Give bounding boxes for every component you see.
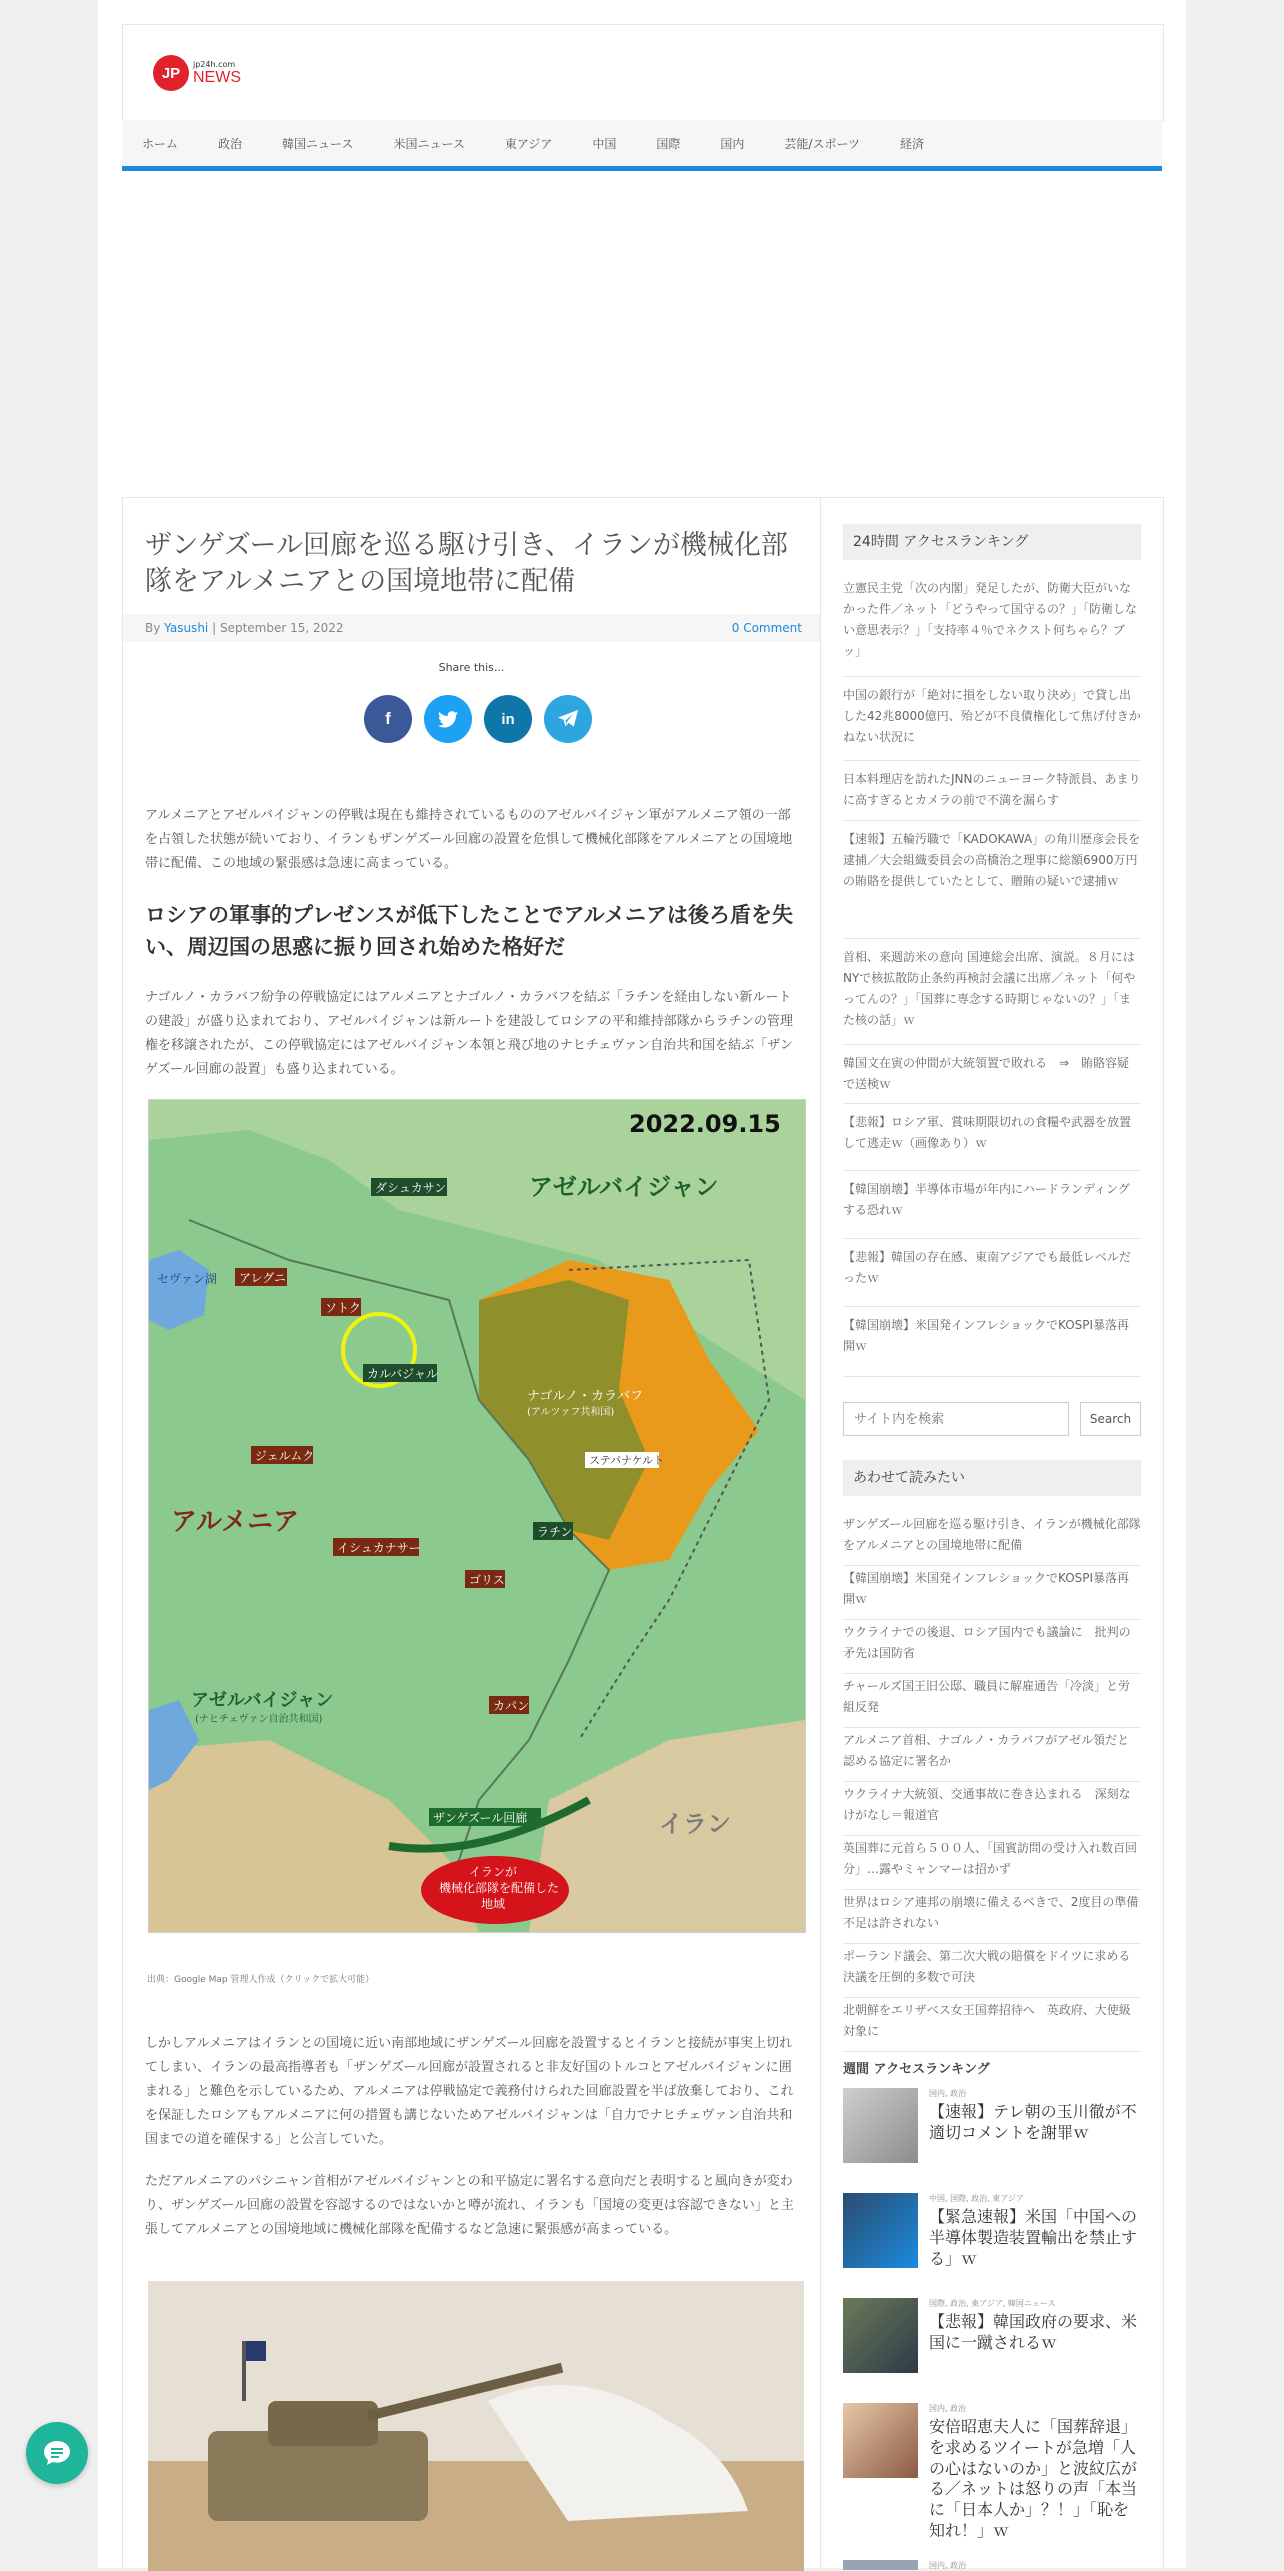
map-label-ishkhanasar: イシュカナサー bbox=[337, 1541, 421, 1555]
map-label-dashkesan: ダシュカサン bbox=[375, 1181, 447, 1195]
map-label-stepanakert: ステパナケルト bbox=[589, 1454, 665, 1467]
related-link[interactable]: ザンゲズール回廊を巡る駆け引き、イランが機械化部隊をアルメニアとの国境地帯に配備 bbox=[843, 1517, 1141, 1552]
ranking-title: 24時間 アクセスランキング bbox=[843, 524, 1141, 560]
nav-east-asia[interactable]: 東アジア bbox=[504, 136, 553, 151]
by-label: By bbox=[145, 621, 161, 635]
related-title: あわせて読みたい bbox=[843, 1460, 1141, 1496]
map-note-1: イランが bbox=[469, 1865, 518, 1879]
article-title: ザンゲズール回廊を巡る駆け引き、イランが機械化部隊をアルメニアとの国境地帯に配備 bbox=[145, 530, 788, 598]
map-label-nakhchivan: アゼルバイジャン bbox=[191, 1690, 334, 1711]
weekly-category: 国内, 政治 bbox=[929, 2561, 967, 2570]
ranking-link[interactable]: 【悲報】ロシア軍、賞味期限切れの食糧や武器を放置して逃走ｗ（画像あり）ｗ bbox=[843, 1115, 1132, 1150]
section-heading: ロシアの軍事的プレゼンスが低下したことでアルメニアは後ろ盾を失い、周辺国の思惑に振り回され始めた格好だ bbox=[145, 903, 794, 959]
nav-china[interactable]: 中国 bbox=[592, 136, 617, 151]
article-meta bbox=[123, 614, 820, 642]
map-label-kalbajar: カルバジャル bbox=[367, 1367, 438, 1381]
ranking-link[interactable]: 首相、来週訪米の意向 国連総会出席、演説。８月にはNYで核拡散防止条約再検討会議に出席／ネット「何やってんの？」「国葬に専念する時期じゃないの？」「また核の話」ｗ bbox=[843, 950, 1136, 1027]
nav-korea-news[interactable]: 韓国ニュース bbox=[282, 136, 354, 151]
related-link[interactable]: 【韓国崩壊】米国発インフレショックでKOSPI暴落再開ｗ bbox=[843, 1571, 1130, 1606]
search-button[interactable]: Search bbox=[1080, 1402, 1141, 1436]
related-link[interactable]: アルメニア首相、ナゴルノ・カラバフがアゼル領だと認める協定に署名か bbox=[843, 1733, 1130, 1768]
map-label-armenia: アルメニア bbox=[171, 1507, 300, 1537]
map-label-nk: ナゴルノ・カラバフ bbox=[527, 1389, 643, 1404]
map-label-aregni: アレグニ bbox=[239, 1271, 287, 1285]
map-label-goris: ゴリス bbox=[469, 1573, 505, 1587]
nav-international[interactable]: 国際 bbox=[656, 136, 681, 151]
facebook-icon[interactable]: f bbox=[364, 695, 412, 743]
logo-mark: JP bbox=[153, 55, 189, 91]
ranking-link[interactable]: 日本料理店を訪れたJNNのニューヨーク特派員、あまりに高すぎるとカメラの前で不満を漏らす bbox=[843, 772, 1141, 807]
comment-count-link[interactable]: 0 Comment bbox=[731, 621, 802, 635]
search-input[interactable] bbox=[843, 1402, 1069, 1436]
telegram-icon[interactable] bbox=[544, 695, 592, 743]
weekly-category: 国内, 政治 bbox=[929, 2089, 967, 2098]
map-label-iran: イラン bbox=[659, 1810, 731, 1838]
map-label-azerbaijan: アゼルバイジャン bbox=[529, 1173, 719, 1201]
paragraph-2: ナゴルノ・カラバフ紛争の停戦協定にはアルメニアとナゴルノ・カラバフを結ぶ「ラチンを経由しない新ルートの建設」が盛り込まれており、アゼルバイジャンは新ルートを建設してロシアの平和維持部隊からラチンの管理権を移譲されたが、この停戦協定にはアゼルバイジャン本領と飛び地のナヒチェヴァン自治共和国を結ぶ「ザンゲズール回廊の設置」も盛り込まれている。 bbox=[145, 990, 794, 1078]
main-nav bbox=[122, 120, 1162, 171]
map-label-sevan: セヴァン湖 bbox=[157, 1272, 217, 1286]
ranking-link[interactable]: 立憲民主党「次の内閣」発足したが、防衛大臣がいなかった件／ネット「どうやって国守るの？」「防衛しない意思表示？」「支持率４％でネクスト何ちゃら？ブッ」 bbox=[843, 581, 1138, 658]
share-buttons bbox=[364, 695, 592, 743]
post-date: | September 15, 2022 bbox=[212, 621, 344, 635]
map-label-kapan: カパン bbox=[493, 1699, 530, 1713]
weekly-thumbnail[interactable] bbox=[843, 2298, 918, 2373]
map-image[interactable] bbox=[148, 1099, 806, 1933]
site-header bbox=[122, 24, 1164, 121]
map-label-lachin: ラチン bbox=[537, 1525, 573, 1539]
page bbox=[98, 0, 1186, 2568]
logo-domain: jp24h.com bbox=[193, 59, 236, 69]
map-label-nakhchivan-sub: (ナヒチェヴァン自治共和国) bbox=[195, 1714, 323, 1725]
ranking-link[interactable]: 【速報】五輪汚職で「KADOKAWA」の角川歴彦会長を逮捕／大会組織委員会の高橋治之理事に総額6900万円の賄賂を提供していたとして、贈賄の疑いで逮捕ｗ bbox=[843, 832, 1141, 888]
related-link[interactable]: チャールズ国王旧公邸、職員に解雇通告「冷淡」と労組反発 bbox=[843, 1679, 1131, 1714]
map-label-jermuk: ジェルムク bbox=[255, 1449, 315, 1463]
nav-economy[interactable]: 経済 bbox=[900, 136, 925, 151]
ranking-link[interactable]: 【韓国崩壊】半導体市場が年内にハードランディングする恐れｗ bbox=[843, 1182, 1130, 1217]
map-label-corridor: ザンゲズール回廊 bbox=[433, 1811, 528, 1825]
article bbox=[123, 498, 821, 2569]
weekly-title-link[interactable]: 【速報】テレ朝の玉川徹が不適切コメントを謝罪ｗ bbox=[929, 2102, 1137, 2142]
share-label: Share this... bbox=[438, 661, 505, 674]
content-area bbox=[122, 497, 1164, 2569]
paragraph-3: しかしアルメニアはイランとの国境に近い南部地域にザンゲズール回廊を設置するとイランと接続が事実上切れてしまい、イランの最高指導者も「ザンゲズール回廊が設置されると非友好国のトルコとアゼルバイジャンに囲まれる」と難色を示しているため、アルメニアは停戦協定で義務付けられた回廊設置を半ば放棄しており、これを保証したロシアもアルメニアに何の措置も講じないためアゼルバイジャンは「自力でナヒチェヴァン自治共和国までの道を確保する」と公言していた。 bbox=[145, 2036, 794, 2148]
nav-us-news[interactable]: 米国ニュース bbox=[393, 136, 465, 151]
ranking-link[interactable]: 【韓国崩壊】米国発インフレショックでKOSPI暴落再開ｗ bbox=[843, 1318, 1130, 1353]
chat-icon[interactable] bbox=[26, 2422, 88, 2484]
tank-photo[interactable] bbox=[148, 2281, 804, 2571]
weekly-thumbnail[interactable] bbox=[843, 2193, 918, 2268]
nav-politics[interactable]: 政治 bbox=[218, 136, 243, 151]
related-link[interactable]: ウクライナ大統領、交通事故に巻き込まれる 深刻なけがなし＝報道官 bbox=[843, 1787, 1131, 1822]
related-link[interactable]: 世界はロシア連邦の崩壊に備えるべきで、2度目の準備不足は許されない bbox=[843, 1895, 1139, 1930]
ranking-link[interactable]: 韓国文在寅の仲間が大統領置で敗れる ⇒ 賄賂容疑で送検ｗ bbox=[843, 1056, 1130, 1091]
related-link[interactable]: 英国葬に元首ら５００人、「国賓訪問の受け入れ数百回分」…露やミャンマーは招かず bbox=[843, 1841, 1138, 1876]
paragraph-4: ただアルメニアのパシニャン首相がアゼルバイジャンとの和平協定に署名する意向だと表明すると風向きが変わり、ザンゲズール回廊の設置を容認するのではないかと噂が流れ、イランも「国境の変更は容認できない」と主張してアルメニアとの国境地域に機械化部隊を配備するなど急速に緊張感が高まっている。 bbox=[145, 2174, 794, 2238]
related-link[interactable]: ウクライナでの後退、ロシア国内でも議論に 批判の矛先は国防省 bbox=[843, 1625, 1131, 1660]
paragraph-1: アルメニアとアゼルバイジャンの停戦は現在も維持されているもののアゼルバイジャン軍がアルメニア領の一部を占領した状態が続いており、イランもザンゲズール回廊の設置を危惧して機械化部隊をアルメニアとの国境地帯に配備、この地域の緊張感は急速に高まっている。 bbox=[145, 808, 793, 872]
weekly-category: 国際, 政治, 東アジア, 韓国ニュース bbox=[929, 2299, 1056, 2308]
related-link[interactable]: ポーランド議会、第二次大戦の賠償をドイツに求める決議を圧倒的多数で可決 bbox=[843, 1949, 1131, 1984]
related-link[interactable]: 北朝鮮をエリザベス女王国葬招待へ 英政府、大使級対象に bbox=[843, 2003, 1131, 2038]
site-logo[interactable] bbox=[153, 53, 241, 93]
map-caption: 出典：Google Map 管理人作成（クリックで拡大可能） bbox=[147, 1975, 375, 1985]
nav-home[interactable]: ホーム bbox=[142, 136, 179, 151]
map-label-sotk: ソトク bbox=[325, 1301, 361, 1315]
map-date: 2022.09.15 bbox=[629, 1110, 781, 1138]
map-label-nk-sub: (アルツァフ共和国) bbox=[527, 1407, 615, 1418]
weekly-ranking-title: 週間 アクセスランキング bbox=[843, 2062, 990, 2077]
weekly-thumbnail[interactable] bbox=[843, 2088, 918, 2163]
weekly-title-link[interactable]: 【悲報】韓国政府の要求、米国に一蹴されるｗ bbox=[929, 2312, 1138, 2352]
logo-name: NEWS bbox=[193, 68, 241, 86]
weekly-thumbnail[interactable] bbox=[843, 2403, 918, 2478]
ranking-link[interactable]: 中国の銀行が「絶対に損をしない取り決め」で貸し出した42兆8000億円、殆どが不良債権化して焦げ付きかねない状況に bbox=[843, 688, 1141, 744]
twitter-icon[interactable] bbox=[424, 695, 472, 743]
weekly-category: 国内, 政治 bbox=[929, 2404, 967, 2413]
ranking-link[interactable]: 【悲報】韓国の存在感、東南アジアでも最低レベルだったｗ bbox=[843, 1250, 1131, 1285]
nav-entertainment-sports[interactable]: 芸能/スポーツ bbox=[784, 136, 860, 151]
author-link[interactable]: Yasushi bbox=[164, 621, 209, 635]
weekly-category: 中国, 国際, 政治, 東アジア bbox=[929, 2194, 1024, 2203]
nav-domestic[interactable]: 国内 bbox=[720, 136, 745, 151]
weekly-title-link[interactable]: 【緊急速報】米国「中国への半導体製造装置輸出を禁止する」ｗ bbox=[929, 2207, 1138, 2268]
weekly-title-link[interactable]: 安倍昭恵夫人に「国葬辞退」を求めるツイートが急増「人の心はないのか」と波紋広がる／ネットは怒りの声「本当に「日本人か」？！」「恥を知れ！」ｗ bbox=[929, 2417, 1138, 2540]
map-note-2: 機械化部隊を配備した bbox=[439, 1881, 560, 1895]
weekly-thumbnail[interactable] bbox=[843, 2560, 918, 2570]
linkedin-icon[interactable]: in bbox=[484, 695, 532, 743]
map-note-3: 地域 bbox=[481, 1897, 506, 1911]
